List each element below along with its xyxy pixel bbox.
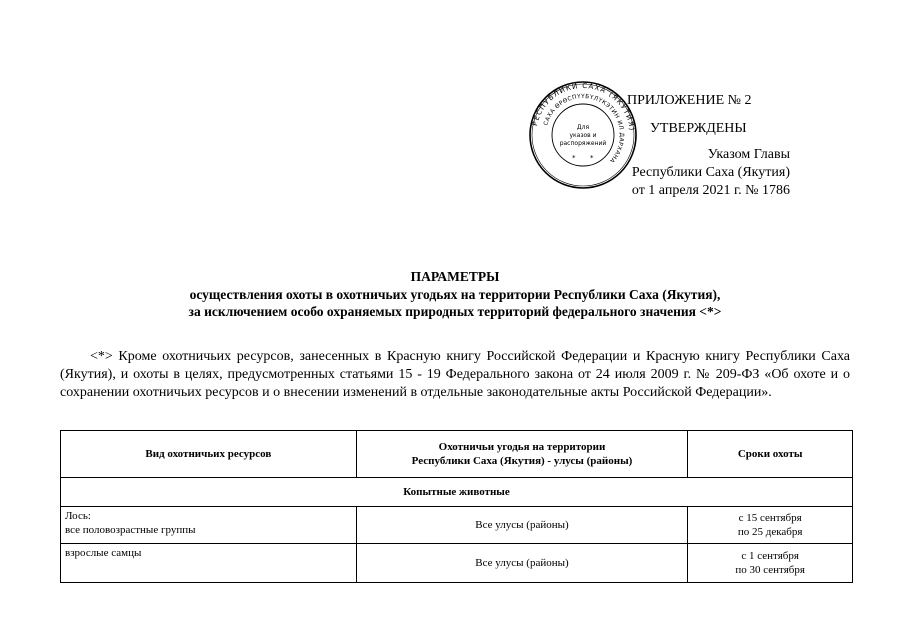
table-row (61, 544, 853, 583)
seal-outer-text: РЕСПУБЛИКИ САХА (ЯКУТИЯ) (530, 81, 636, 132)
svg-text:*: * (590, 154, 594, 162)
species-line-1: Лось: (65, 510, 91, 522)
period-cell (688, 507, 853, 544)
document-subtitle-2: за исключением особо охраняемых природных территорий федерального значения <*> (188, 304, 722, 319)
svg-text:*: * (572, 154, 576, 162)
species-line-2: все половозрастные группы (65, 524, 196, 536)
document-subtitle-1: осуществления охоты в охотничьих угодьях на территории Республики Саха (Якутия), (189, 286, 721, 302)
section-row (61, 478, 853, 507)
period-start: с 15 сентября (738, 512, 802, 524)
species-cell (61, 507, 357, 544)
appendix-number: ПРИЛОЖЕНИЕ № 2 (627, 93, 752, 108)
period-end: по 25 декабря (737, 526, 803, 538)
period-start: с 1 сентября (741, 550, 799, 562)
header-area-line-2: Республики Саха (Якутия) - улусы (районы) (411, 455, 633, 467)
decree-date: от 1 апреля 2021 г. № 1786 (631, 183, 790, 198)
area-cell: Все улусы (районы) (356, 544, 688, 583)
header-area (356, 431, 688, 478)
table-row (61, 507, 853, 544)
footnote-paragraph: <*> Кроме охотничьих ресурсов, занесенных в Красную книгу Российской Федерации и Красную книгу Республики Саха (Якутия), и охоты в целях, предусмотренных статьями 15 - 19 Федерального закона от 24 июля 2009 г. № 209-ФЗ «Об охоте и о сохранении охотничьих ресурсов и о внесении изменений в отдельные законодательные акты Российской Федерации». (60, 349, 850, 400)
seal-center-line-1: Для (576, 124, 590, 131)
species-cell (61, 544, 357, 583)
document-heading (60, 268, 850, 321)
hunting-parameters-table (60, 430, 853, 583)
decree-line: Указом Главы (707, 147, 790, 162)
republic-line: Республики Саха (Якутия) (631, 165, 790, 180)
seal-center-line-2: указов и (569, 132, 597, 139)
section-ungulates: Копытные животные (61, 478, 853, 507)
header-species: Вид охотничьих ресурсов (61, 431, 357, 478)
species-line-1: взрослые самцы (65, 547, 142, 559)
period-cell (688, 544, 853, 583)
area-cell: Все улусы (районы) (356, 507, 688, 544)
header-area-line-1: Охотничьи угодья на территории (438, 441, 606, 453)
approved-label: УТВЕРЖДЕНЫ (650, 121, 747, 136)
header-period: Сроки охоты (688, 431, 853, 478)
table-header-row (61, 431, 853, 478)
seal-center-line-3: распоряжений (559, 140, 607, 147)
period-end: по 30 сентября (735, 564, 805, 576)
seal-inner-text: САХА ӨРӨСПҮҮБҮЛҮКЭТИН ИЛ ДАРХАНА (543, 93, 625, 164)
document-title: ПАРАМЕТРЫ (410, 269, 500, 284)
